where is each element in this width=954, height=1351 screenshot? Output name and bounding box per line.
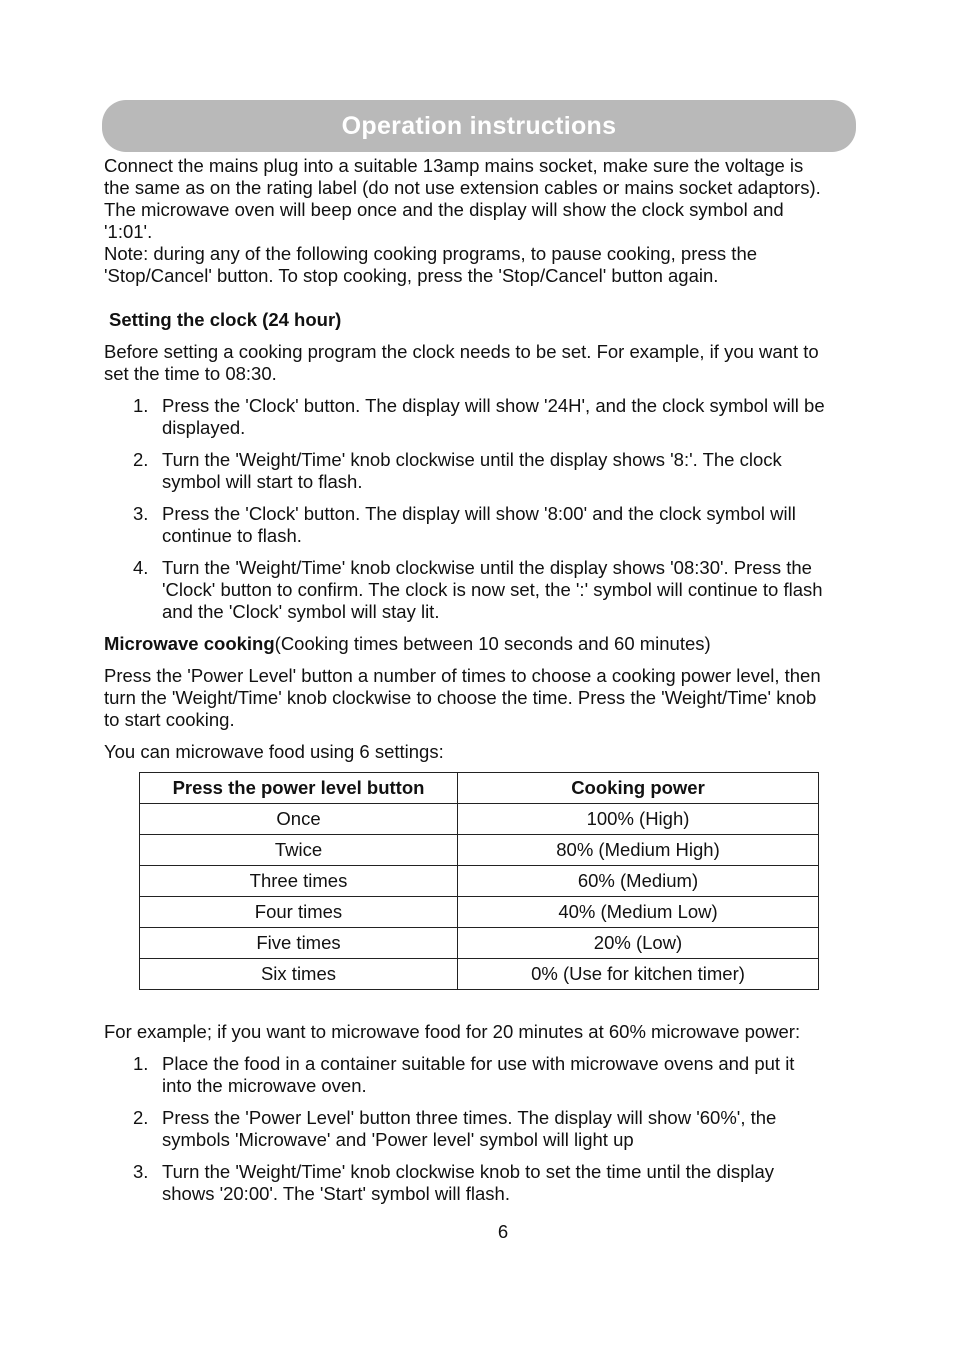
note-line: Note: during any of the following cooking programs, to pause cooking, press the [104,243,758,264]
page-title: Operation instructions [341,112,617,140]
intro-line: Connect the mains plug into a suitable 13amp mains socket, make sure the voltage is [104,155,804,176]
step-line: Press the 'Clock' button. The display will show '24H', and the clock symbol will be [162,395,825,416]
table-cell: Once [140,804,458,835]
step-number: 1. [133,1053,149,1074]
step-line: and the 'Clock' symbol will stay lit. [162,601,440,622]
table-cell: 80% (Medium High) [458,835,819,866]
column-header: Cooking power [458,773,819,804]
table-cell: Twice [140,835,458,866]
table-cell: Five times [140,928,458,959]
lead-line: Before setting a cooking program the clock needs to be set. For example, if you want to [104,341,819,362]
heading-bold: Microwave cooking [104,633,275,654]
settings-intro: You can microwave food using 6 settings: [104,741,444,762]
example-steps-list [104,1053,854,1205]
step-number: 3. [133,1161,149,1182]
page-content [104,155,854,1205]
table-cell: 100% (High) [458,804,819,835]
note-line: 'Stop/Cancel' button. To stop cooking, press the 'Stop/Cancel' button again. [104,265,719,286]
step-line: Press the 'Clock' button. The display will show '8:00' and the clock symbol will [162,503,796,524]
table-cell: 60% (Medium) [458,866,819,897]
list-item [104,1107,854,1151]
step-line: Turn the 'Weight/Time' knob clockwise knob to set the time until the display [162,1161,775,1182]
step-line: displayed. [162,417,246,438]
step-line: into the microwave oven. [162,1075,367,1096]
list-item [104,395,854,439]
intro-line: '1:01'. [104,221,153,242]
column-header: Press the power level button [140,773,458,804]
lead-line: Press the 'Power Level' button a number of times to choose a cooking power level, then [104,665,821,686]
table-cell: 0% (Use for kitchen timer) [458,959,819,990]
intro-paragraph [104,155,854,287]
step-line: symbol will start to flash. [162,471,363,492]
step-line: Place the food in a container suitable for use with microwave ovens and put it [162,1053,795,1074]
step-line: Turn the 'Weight/Time' knob clockwise until the display shows '8:'. The clock [162,449,782,470]
step-line: continue to flash. [162,525,302,546]
table-row [140,835,819,866]
step-number: 4. [133,557,149,578]
clock-steps-list [104,395,854,623]
heading-note: (Cooking times between 10 seconds and 60 minutes) [274,633,711,654]
microwave-section-heading [104,633,854,655]
step-line: symbols 'Microwave' and 'Power level' symbol will light up [162,1129,634,1150]
list-item [104,1161,854,1205]
table-cell: 20% (Low) [458,928,819,959]
table-row [140,928,819,959]
title-banner [102,100,856,152]
intro-line: the same as on the rating label (do not use extension cables or mains socket adaptors). [104,177,821,198]
intro-line: The microwave oven will beep once and the display will show the clock symbol and [104,199,784,220]
table-row [140,897,819,928]
list-item [104,503,854,547]
step-number: 3. [133,503,149,524]
page-number: 6 [497,1221,509,1242]
table-row [140,866,819,897]
table-cell: 40% (Medium Low) [458,897,819,928]
step-line: Turn the 'Weight/Time' knob clockwise until the display shows '08:30'. Press the [162,557,812,578]
step-line: shows '20:00'. The 'Start' symbol will flash. [162,1183,510,1204]
step-line: Press the 'Power Level' button three times. The display will show '60%', the [162,1107,777,1128]
lead-line: to start cooking. [104,709,235,730]
table-cell: Six times [140,959,458,990]
table-row [140,959,819,990]
clock-section-heading: Setting the clock (24 hour) [109,309,342,330]
example-intro: For example; if you want to microwave food for 20 minutes at 60% microwave power: [104,1021,801,1042]
power-level-table [139,772,819,990]
step-line: 'Clock' button to confirm. The clock is now set, the ':' symbol will continue to flash [162,579,823,600]
step-number: 1. [133,395,149,416]
list-item [104,557,854,623]
table-cell: Three times [140,866,458,897]
list-item [104,449,854,493]
table-header-row [140,773,819,804]
clock-lead-paragraph [104,341,854,385]
lead-line: turn the 'Weight/Time' knob clockwise to choose the time. Press the 'Weight/Time' knob [104,687,817,708]
list-item [104,1053,854,1097]
microwave-lead-paragraph [104,665,854,731]
step-number: 2. [133,449,149,470]
table-row [140,804,819,835]
table-cell: Four times [140,897,458,928]
step-number: 2. [133,1107,149,1128]
lead-line: set the time to 08:30. [104,363,277,384]
